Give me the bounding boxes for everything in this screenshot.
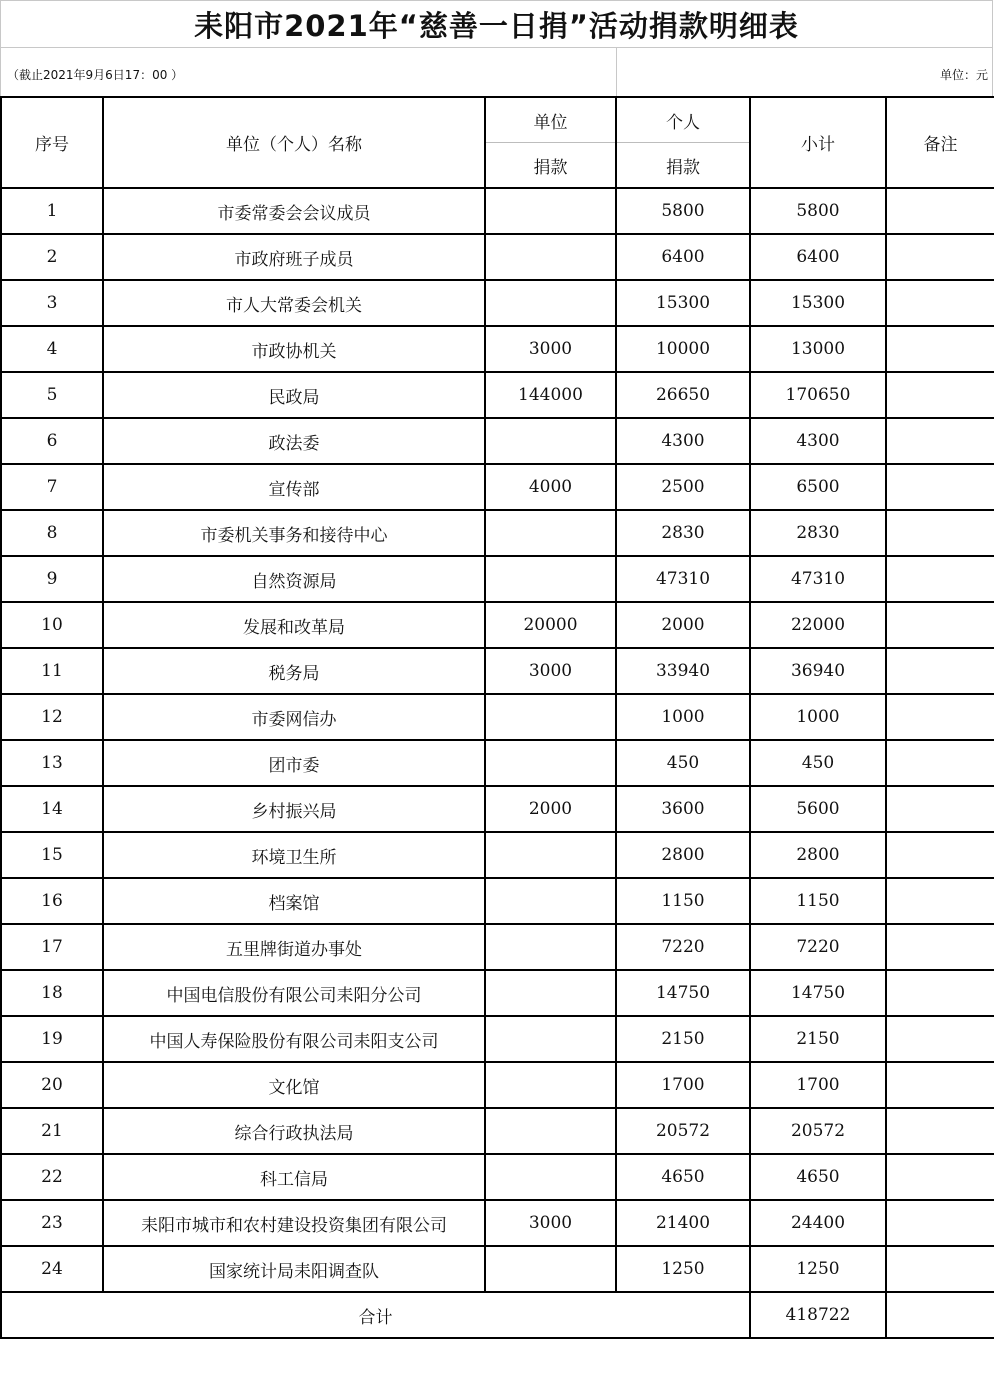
cell-org-donation[interactable]: [485, 832, 616, 878]
cell-subtotal[interactable]: 20572: [750, 1108, 886, 1154]
cell-subtotal[interactable]: 1000: [750, 694, 886, 740]
cell-remark[interactable]: [886, 372, 994, 418]
table-row: [1, 280, 994, 326]
cell-seq[interactable]: 24: [1, 1246, 103, 1292]
cell-org-donation[interactable]: [485, 694, 616, 740]
cell-org-donation[interactable]: [485, 234, 616, 280]
cell-name[interactable]: 乡村振兴局: [103, 786, 485, 832]
cell-org-donation[interactable]: [485, 1062, 616, 1108]
cell-subtotal[interactable]: 15300: [750, 280, 886, 326]
cell-org-donation[interactable]: [485, 1154, 616, 1200]
cell-org-donation[interactable]: [485, 280, 616, 326]
cell-subtotal[interactable]: 47310: [750, 556, 886, 602]
cell-seq[interactable]: 7: [1, 464, 103, 510]
cell-remark[interactable]: [886, 464, 994, 510]
cell-name[interactable]: 宣传部: [103, 464, 485, 510]
cell-name[interactable]: 税务局: [103, 648, 485, 694]
cell-subtotal[interactable]: 1150: [750, 878, 886, 924]
cell-org-donation[interactable]: [485, 740, 616, 786]
cell-person-donation[interactable]: 10000: [616, 326, 750, 372]
cell-remark[interactable]: [886, 924, 994, 970]
cell-person-donation[interactable]: 3600: [616, 786, 750, 832]
total-label[interactable]: 合计: [1, 1292, 750, 1338]
cell-seq[interactable]: 15: [1, 832, 103, 878]
cell-subtotal[interactable]: 22000: [750, 602, 886, 648]
cell-name[interactable]: 市政协机关: [103, 326, 485, 372]
header-subtotal[interactable]: 小计: [750, 97, 886, 188]
cell-org-donation[interactable]: 4000: [485, 464, 616, 510]
cell-remark[interactable]: [886, 1062, 994, 1108]
cell-seq[interactable]: 20: [1, 1062, 103, 1108]
cell-person-donation[interactable]: 2500: [616, 464, 750, 510]
cell-person-donation[interactable]: 2000: [616, 602, 750, 648]
cell-org-donation[interactable]: [485, 1108, 616, 1154]
cell-subtotal[interactable]: 5800: [750, 188, 886, 234]
cell-person-donation[interactable]: 2800: [616, 832, 750, 878]
cell-person-donation[interactable]: 33940: [616, 648, 750, 694]
cell-org-donation[interactable]: [485, 878, 616, 924]
table-row: [1, 418, 994, 464]
table-row: [1, 740, 994, 786]
cell-org-donation[interactable]: [485, 556, 616, 602]
cell-seq[interactable]: 17: [1, 924, 103, 970]
table-row: [1, 372, 994, 418]
cell-remark[interactable]: [886, 786, 994, 832]
cell-seq[interactable]: 13: [1, 740, 103, 786]
cell-subtotal[interactable]: 450: [750, 740, 886, 786]
table-row: [1, 602, 994, 648]
cell-person-donation[interactable]: 1250: [616, 1246, 750, 1292]
cell-subtotal[interactable]: 24400: [750, 1200, 886, 1246]
cell-seq[interactable]: 3: [1, 280, 103, 326]
cell-name[interactable]: 中国电信股份有限公司耒阳分公司: [103, 970, 485, 1016]
cell-subtotal[interactable]: 7220: [750, 924, 886, 970]
cell-seq[interactable]: 8: [1, 510, 103, 556]
cell-person-donation[interactable]: 47310: [616, 556, 750, 602]
cell-remark[interactable]: [886, 1016, 994, 1062]
total-value[interactable]: 418722: [750, 1292, 886, 1338]
cell-remark[interactable]: [886, 1154, 994, 1200]
header-org-top[interactable]: 单位: [485, 97, 616, 143]
cell-seq[interactable]: 6: [1, 418, 103, 464]
donation-table: [0, 96, 994, 1339]
cell-person-donation[interactable]: 2830: [616, 510, 750, 556]
cell-seq[interactable]: 16: [1, 878, 103, 924]
cell-person-donation[interactable]: 4300: [616, 418, 750, 464]
cell-seq[interactable]: 5: [1, 372, 103, 418]
table-row: [1, 556, 994, 602]
cell-name[interactable]: 发展和改革局: [103, 602, 485, 648]
cell-name[interactable]: 自然资源局: [103, 556, 485, 602]
cell-subtotal[interactable]: 6500: [750, 464, 886, 510]
cell-org-donation[interactable]: 3000: [485, 1200, 616, 1246]
cell-person-donation[interactable]: 1150: [616, 878, 750, 924]
cell-person-donation[interactable]: 20572: [616, 1108, 750, 1154]
cell-remark[interactable]: [886, 832, 994, 878]
cell-remark[interactable]: [886, 280, 994, 326]
cell-person-donation[interactable]: 1700: [616, 1062, 750, 1108]
cell-divider: [616, 48, 617, 97]
cell-remark[interactable]: [886, 418, 994, 464]
cell-subtotal[interactable]: 14750: [750, 970, 886, 1016]
cell-person-donation[interactable]: 6400: [616, 234, 750, 280]
header-name[interactable]: 单位（个人）名称: [103, 97, 485, 188]
cell-seq[interactable]: 10: [1, 602, 103, 648]
cell-name[interactable]: 国家统计局耒阳调查队: [103, 1246, 485, 1292]
cell-seq[interactable]: 11: [1, 648, 103, 694]
cell-seq[interactable]: 14: [1, 786, 103, 832]
cell-person-donation[interactable]: 15300: [616, 280, 750, 326]
header-person-top[interactable]: 个人: [616, 97, 750, 143]
cell-subtotal[interactable]: 13000: [750, 326, 886, 372]
cell-name[interactable]: 中国人寿保险股份有限公司耒阳支公司: [103, 1016, 485, 1062]
header-org-bottom[interactable]: 捐款: [485, 143, 616, 189]
unit-note[interactable]: 单位：元: [939, 68, 988, 82]
cell-person-donation[interactable]: 450: [616, 740, 750, 786]
table-row: [1, 694, 994, 740]
cell-remark[interactable]: [886, 970, 994, 1016]
table-body: [1, 188, 994, 1292]
table-row: [1, 1062, 994, 1108]
table-row: [1, 1016, 994, 1062]
cell-remark[interactable]: [886, 326, 994, 372]
cell-name[interactable]: 政法委: [103, 418, 485, 464]
cell-remark[interactable]: [886, 1200, 994, 1246]
cell-remark[interactable]: [886, 234, 994, 280]
cell-org-donation[interactable]: [485, 418, 616, 464]
cell-subtotal[interactable]: 2800: [750, 832, 886, 878]
cell-subtotal[interactable]: 170650: [750, 372, 886, 418]
cell-org-donation[interactable]: 2000: [485, 786, 616, 832]
cell-name[interactable]: 五里牌街道办事处: [103, 924, 485, 970]
cell-remark[interactable]: [886, 602, 994, 648]
cell-name[interactable]: 民政局: [103, 372, 485, 418]
cell-seq[interactable]: 4: [1, 326, 103, 372]
cell-seq[interactable]: 21: [1, 1108, 103, 1154]
cell-subtotal[interactable]: 1700: [750, 1062, 886, 1108]
cell-name[interactable]: 综合行政执法局: [103, 1108, 485, 1154]
cell-subtotal[interactable]: 4650: [750, 1154, 886, 1200]
cell-person-donation[interactable]: 14750: [616, 970, 750, 1016]
cell-org-donation[interactable]: [485, 970, 616, 1016]
cell-remark[interactable]: [886, 556, 994, 602]
cell-seq[interactable]: 2: [1, 234, 103, 280]
cell-subtotal[interactable]: 2830: [750, 510, 886, 556]
cell-remark[interactable]: [886, 648, 994, 694]
table-row: [1, 878, 994, 924]
cell-org-donation[interactable]: 3000: [485, 648, 616, 694]
cell-name[interactable]: 市委常委会会议成员: [103, 188, 485, 234]
cell-org-donation[interactable]: [485, 188, 616, 234]
cutoff-note[interactable]: （截止2021年9月6日17：00 ）: [7, 68, 184, 82]
table-row: [1, 648, 994, 694]
cell-name[interactable]: 市委机关事务和接待中心: [103, 510, 485, 556]
table-row: [1, 1200, 994, 1246]
cell-name[interactable]: 耒阳市城市和农村建设投资集团有限公司: [103, 1200, 485, 1246]
table-row: [1, 1154, 994, 1200]
cell-remark[interactable]: [886, 188, 994, 234]
cell-name[interactable]: 团市委: [103, 740, 485, 786]
cell-remark[interactable]: [886, 1246, 994, 1292]
cell-org-donation[interactable]: 144000: [485, 372, 616, 418]
header-person-bottom[interactable]: 捐款: [616, 143, 750, 189]
cell-person-donation[interactable]: 7220: [616, 924, 750, 970]
cell-remark[interactable]: [886, 878, 994, 924]
total-row: [1, 1292, 994, 1338]
header-row: [1, 97, 994, 143]
table-row: [1, 924, 994, 970]
cell-remark[interactable]: [886, 1108, 994, 1154]
cell-subtotal[interactable]: 36940: [750, 648, 886, 694]
cell-subtotal[interactable]: 5600: [750, 786, 886, 832]
cell-seq[interactable]: 18: [1, 970, 103, 1016]
table-row: [1, 786, 994, 832]
cell-name[interactable]: 科工信局: [103, 1154, 485, 1200]
cell-subtotal[interactable]: 1250: [750, 1246, 886, 1292]
cell-subtotal[interactable]: 4300: [750, 418, 886, 464]
table-row: [1, 234, 994, 280]
cell-person-donation[interactable]: 4650: [616, 1154, 750, 1200]
cell-remark[interactable]: [886, 694, 994, 740]
table-row: [1, 1246, 994, 1292]
table-row: [1, 832, 994, 878]
cell-seq[interactable]: 12: [1, 694, 103, 740]
header-seq[interactable]: 序号: [1, 97, 103, 188]
cell-seq[interactable]: 1: [1, 188, 103, 234]
cell-seq[interactable]: 19: [1, 1016, 103, 1062]
cell-org-donation[interactable]: [485, 1246, 616, 1292]
cell-name[interactable]: 市委网信办: [103, 694, 485, 740]
cell-person-donation[interactable]: 1000: [616, 694, 750, 740]
table-row: [1, 510, 994, 556]
table-row: [1, 326, 994, 372]
sheet-title[interactable]: 耒阳市2021年“慈善一日捐”活动捐款明细表: [0, 0, 993, 48]
cell-name[interactable]: 文化馆: [103, 1062, 485, 1108]
cell-org-donation[interactable]: [485, 510, 616, 556]
cell-org-donation[interactable]: [485, 924, 616, 970]
cell-name[interactable]: 档案馆: [103, 878, 485, 924]
cell-seq[interactable]: 22: [1, 1154, 103, 1200]
cell-person-donation[interactable]: 2150: [616, 1016, 750, 1062]
table-row: [1, 1108, 994, 1154]
cell-name[interactable]: 环境卫生所: [103, 832, 485, 878]
table-row: [1, 970, 994, 1016]
table-row: [1, 188, 994, 234]
cell-person-donation[interactable]: 21400: [616, 1200, 750, 1246]
cell-subtotal[interactable]: 2150: [750, 1016, 886, 1062]
cell-org-donation[interactable]: 20000: [485, 602, 616, 648]
cell-seq[interactable]: 23: [1, 1200, 103, 1246]
cell-person-donation[interactable]: 5800: [616, 188, 750, 234]
cell-name[interactable]: 市人大常委会机关: [103, 280, 485, 326]
cell-remark[interactable]: [886, 740, 994, 786]
info-row: [0, 48, 993, 97]
cell-remark[interactable]: [886, 510, 994, 556]
total-remark[interactable]: [886, 1292, 994, 1338]
table-row: [1, 464, 994, 510]
header-remark[interactable]: 备注: [886, 97, 994, 188]
cell-seq[interactable]: 9: [1, 556, 103, 602]
cell-person-donation[interactable]: 26650: [616, 372, 750, 418]
cell-subtotal[interactable]: 6400: [750, 234, 886, 280]
cell-org-donation[interactable]: 3000: [485, 326, 616, 372]
cell-org-donation[interactable]: [485, 1016, 616, 1062]
cell-name[interactable]: 市政府班子成员: [103, 234, 485, 280]
